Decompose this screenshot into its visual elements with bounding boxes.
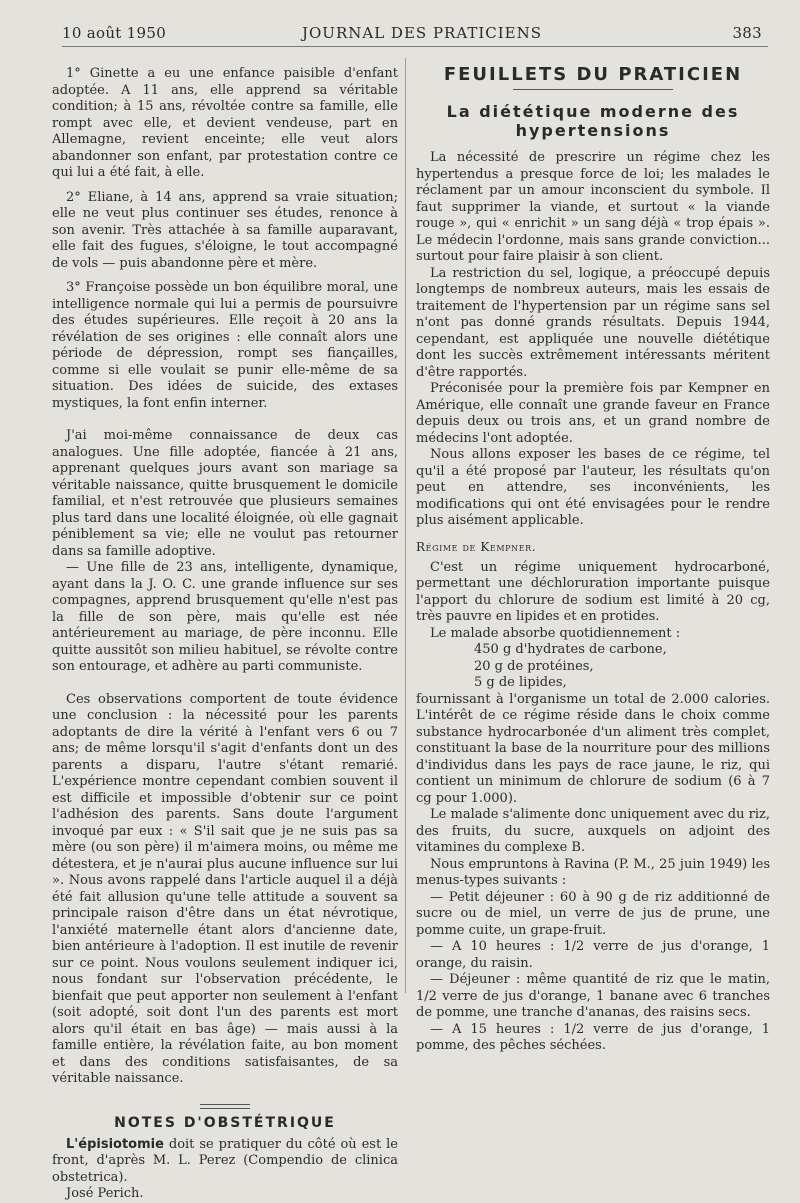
notes-rule xyxy=(200,1104,250,1109)
menu-breakfast: — Petit déjeuner : 60 à 90 g de riz additionné de sucre ou de miel, un verre de jus de prune, une pomme cuite, un grape-fruit. xyxy=(416,889,770,938)
intake-carbs: 450 g d'hydrates de carbone, xyxy=(474,642,667,657)
intro-paragraph: La nécessité de prescrire un régime chez les hypertendus a presque force de loi; les malades le réclament par un amour inconscient du symbole. Il faut supprimer la viande, et surtout « la viande rouge », qui « enrichit » un sang déjà « trop épais ». Le médecin l'ordonne, mais sans grande conviction... surtout pour faire plaisir à son client. xyxy=(416,150,770,264)
feuillets-rule xyxy=(513,89,673,90)
rice-paragraph: fournissant à l'organisme un total de 2.000 calories. L'intérêt de ce régime réside dans le choix comme substance hydrocarbonée d'un aliment très complet, constituant la base de la nourriture pour des millions d'individus dans les pays de race jaune, le riz, qui contient un minimum de chlorure de sodium (6 à 7 cg pour 1.000). xyxy=(416,691,770,806)
notes-title: NOTES D'OBSTÉTRIQUE xyxy=(114,1114,336,1131)
plan-paragraph: Nous allons exposer les bases de ce régime, tel qu'il a été proposé par l'auteur, les résultats qu'on peut en attendre, ses inconvénients, les modifications qui ont été envisagées pour le rendre plus aisément applicable. xyxy=(416,447,770,528)
notes-text: doit se pratiquer du côté où est le front, d'après M. L. Perez (Compendio de clinica obstetrica). xyxy=(52,1136,398,1185)
diet-composition: Le malade s'alimente donc uniquement avec du riz, des fruits, du sucre, auxquels on adjoint des vitamines du complexe B. xyxy=(416,807,770,855)
case-ginette: 1° Ginette a eu une enfance paisible d'enfant adoptée. A 11 ans, elle apprend sa véritable condition; à 15 ans, révoltée contre sa famille, elle rompt avec elle, et devient vendeuse, part en Allemagne, revient enceinte; elle veut alors abandonner son enfant, par protestation contre ce qui lui a été fait, à elle. xyxy=(52,66,398,180)
right-column xyxy=(416,64,770,1055)
column-divider xyxy=(405,58,406,993)
feuillets-title: FEUILLETS DU PRATICIEN xyxy=(443,64,743,85)
regime-heading: Régime de Kempner. xyxy=(416,539,537,554)
intake-lipids: 5 g de lipides, xyxy=(474,675,567,690)
case-eliane: 2° Eliane, à 14 ans, apprend sa vraie situation; elle ne veut plus continuer ses études, renonce à son avenir. Très attachée à sa famille auparavant, elle fait des fugues, s'éloigne, le tout accompagné de vols — puis abandonne père et mère. xyxy=(52,189,398,271)
kempner-paragraph: Préconisée pour la première fois par Kempner en Amérique, elle connaît une grande faveur en France depuis deux ou trois ans, et un grand nombre de médecins l'ont adoptée. xyxy=(416,381,770,446)
intake-proteins: 20 g de protéines, xyxy=(474,658,594,674)
salt-restriction-paragraph: La restriction du sel, logique, a préoccupé depuis longtemps de nombreux auteurs, mais les essais de traitement de l'hypertension par un régime sans sel n'ont pas donné grands résultats. Depuis 1944, cependant, est appliquée une nouvelle diététique dont les succès extrêmement intéressants méritent d'être rapportés. xyxy=(416,265,770,380)
notes-paragraph xyxy=(52,1137,398,1187)
menu-10h: — A 10 heures : 1/2 verre de jus d'orange, 1 orange, du raisin. xyxy=(416,939,770,971)
menu-lunch: — Déjeuner : même quantité de riz que le matin, 1/2 verre de jus d'orange, 1 banane avec 6 tranches de pomme, une tranche d'ananas, des raisins secs. xyxy=(416,972,770,1020)
menu-15h: — A 15 heures : 1/2 verre de jus d'orange, 1 pomme, des pêches séchées. xyxy=(416,1021,770,1053)
conclusion-paragraph: Ces observations comportent de toute évidence une conclusion : la nécessité pour les parents adoptants de dire la vérité à l'enfant vers 6 ou 7 ans; de même lorsqu'il s'agit d'enfants dont un des parents a disparu, l'autre s'étant remarié. L'expérience montre cependant combien souvent il est difficile et impossible d'obtenir sur ce point l'adhésion des parents. Sans doute l'argument invoqué par eux : « S'il sait que je ne suis pas sa mère (ou son père) il m'aimera moins, ou même me détestera, et je n'aurai plus aucune influence sur lui ». Nous avons rappelé dans l'article auquel il a déjà été fait allusion qu'une telle attitude a souvent sa principale raison d'être dans un état névrotique, l'anxiété maternelle étant alors d'ancienne date, bien antérieure à l'adoption. Il est inutile de revenir sur ce point. Nous voulons seulement indiquer ici, nous fondant sur l'observation précédente, le bienfait que peut apporter non seulement à l'enfant (soit adopté, soit dont l'un des parents est mort alors qu'il était en bas âge) — mais aussi à la famille entière, la révélation faite, au bon moment et dans des conditions satisfaisantes, de sa véritable naissance. xyxy=(52,691,398,1086)
left-column xyxy=(52,66,398,1203)
daily-intake-intro: Le malade absorbe quotidiennement : xyxy=(430,625,681,641)
notes-signature: José Perich. xyxy=(66,1186,144,1201)
analogous-case-1: J'ai moi-même connaissance de deux cas analogues. Une fille adoptée, fiancée à 21 ans, apprenant quelques jours avant son mariage sa véritable naissance, quitte brusquement le domicile familial, et n'est retrouvée que plusieurs semaines plus tard dans une localité éloignée, où elle gagnait péniblement sa vie; elle ne voulut pas retourner dans sa famille adoptive. xyxy=(52,428,398,559)
issue-date: 10 août 1950 xyxy=(62,24,167,42)
analogous-case-2: — Une fille de 23 ans, intelligente, dynamique, ayant dans la J. O. C. une grande influence sur ses compagnes, apprend brusquement qu'elle n'est pas la fille de son père, mais qu'elle est née antérieurement au mariage, de père inconnu. Elle quitte aussitôt son milieu habituel, se révolte contre son entourage, et adhère au parti communiste. xyxy=(52,560,398,674)
case-francoise: 3° Françoise possède un bon équilibre moral, une intelligence normale qui lui a permis de poursuivre des études supérieures. Elle reçoit à 20 ans la révélation de ses origines : elle connaît alors une période de dépression, rompt ses fiançailles, comme si elle voulait se punir elle-même de sa situation. Des idées de suicide, des extases mystiques, la font enfin interner. xyxy=(52,280,398,411)
notes-lead: L'épisiotomie xyxy=(66,1136,164,1152)
regime-definition: C'est un régime uniquement hydrocarboné, permettant une déchloruration importante puisque l'apport du chlorure de sodium est limité à 20 cg, très pauvre en lipides et en protides. xyxy=(416,559,770,624)
journal-title: JOURNAL DES PRATICIENS xyxy=(302,24,543,42)
page-number: 383 xyxy=(732,24,762,42)
menus-intro: Nous empruntons à Ravina (P. M., 25 juin 1949) les menus-types suivants : xyxy=(416,856,770,888)
article-title: La diététique moderne des hypertensions xyxy=(446,102,740,140)
running-header xyxy=(62,20,768,47)
